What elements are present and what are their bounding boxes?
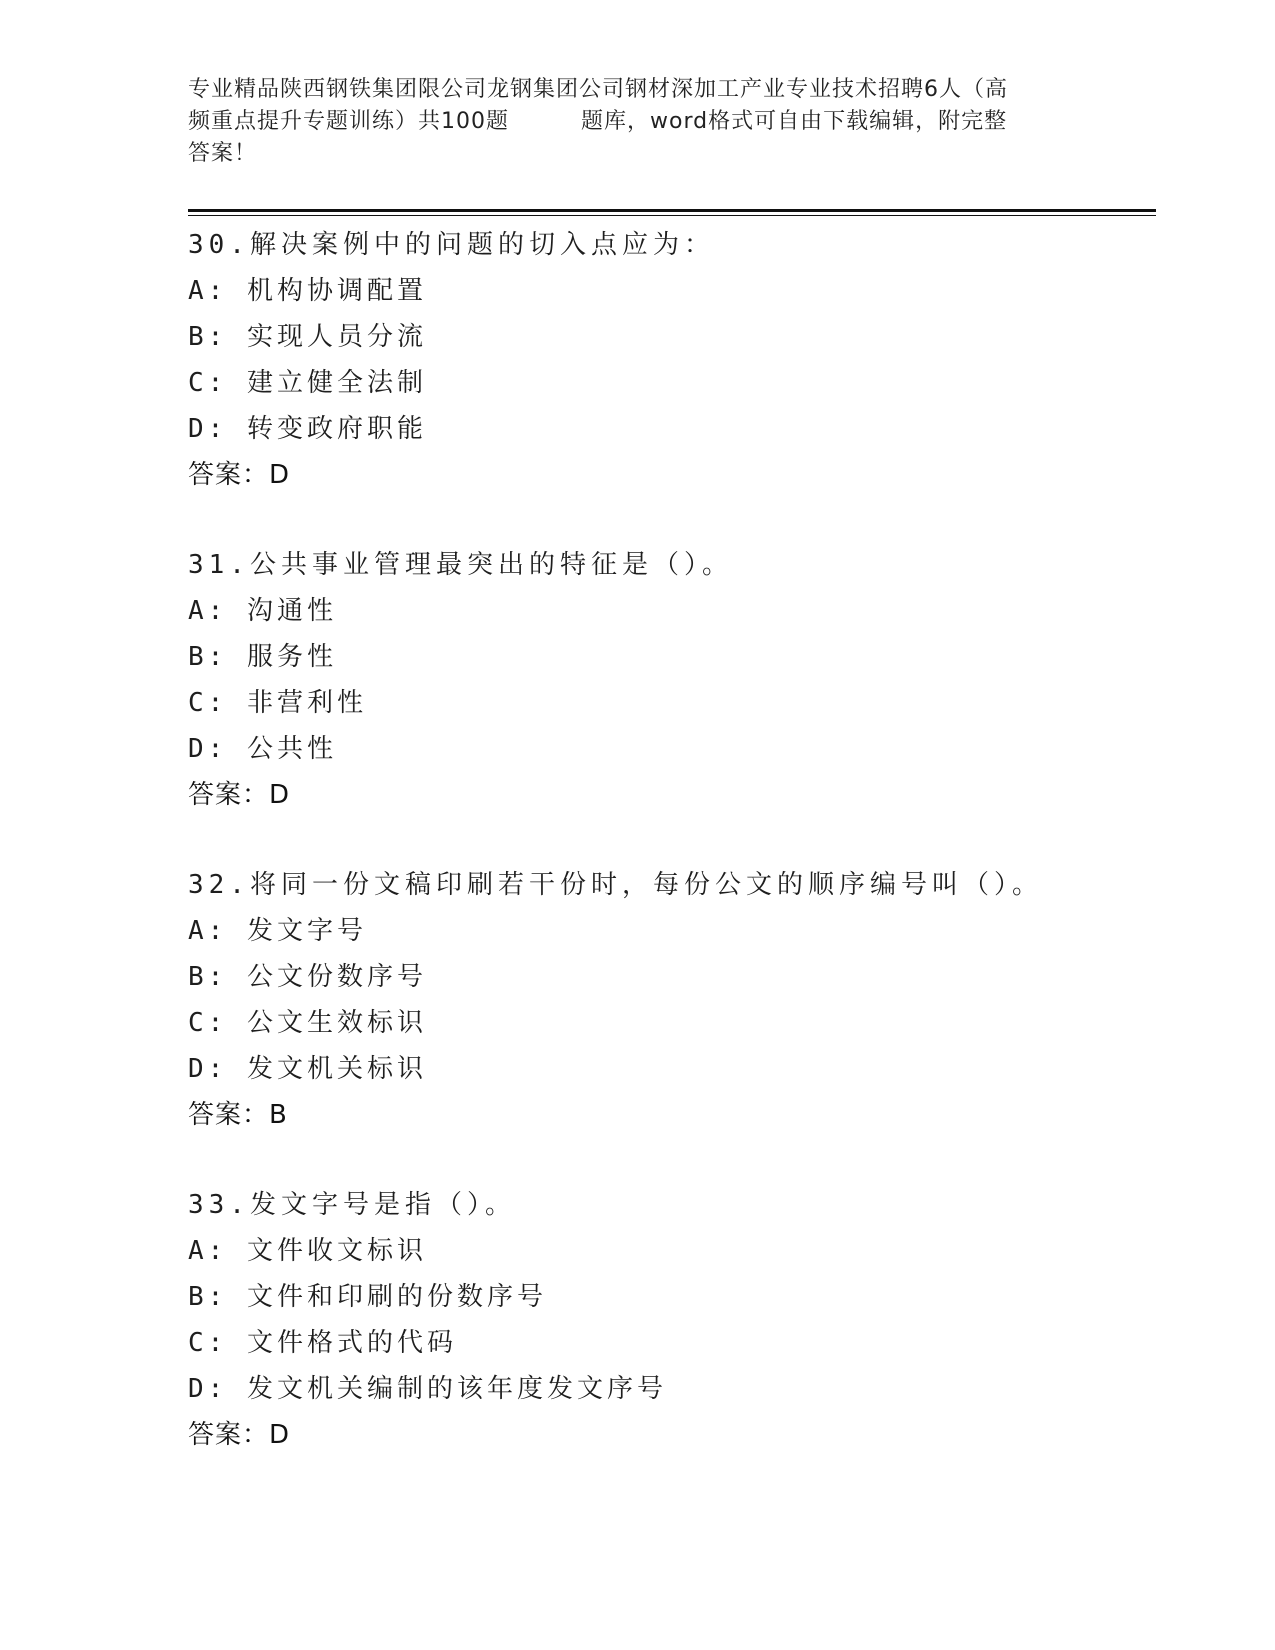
option-c: C: 公文生效标识 [188, 1008, 427, 1038]
question-32 [188, 862, 1148, 1182]
header-divider-thin [188, 215, 1156, 216]
option-d: D: 发文机关编制的该年度发文序号 [188, 1374, 667, 1404]
question-31 [188, 542, 1148, 862]
document-header [188, 74, 1088, 170]
header-divider-thick [188, 209, 1156, 212]
option-c: C: 建立健全法制 [188, 368, 427, 398]
header-line-2-part-1: 频重点提升专题训练）共100题 [188, 109, 509, 134]
question-stem: 31.公共事业管理最突出的特征是（）。 [188, 550, 733, 580]
option-d: D: 公共性 [188, 734, 337, 764]
question-list [188, 222, 1148, 1502]
option-a: A: 文件收文标识 [188, 1236, 427, 1266]
header-line-3: 答案！ [188, 141, 258, 166]
option-a: A: 机构协调配置 [188, 276, 427, 306]
answer-line: 答案：D [188, 780, 291, 810]
option-c: C: 文件格式的代码 [188, 1328, 457, 1358]
option-b: B: 服务性 [188, 642, 337, 672]
option-d: D: 转变政府职能 [188, 414, 427, 444]
header-line-2-part-2: 题库，word格式可自由下载编辑，附完整 [581, 109, 1008, 134]
option-d: D: 发文机关标识 [188, 1054, 427, 1084]
option-a: A: 沟通性 [188, 596, 337, 626]
answer-line: 答案：D [188, 1420, 291, 1450]
option-a: A: 发文字号 [188, 916, 367, 946]
question-30 [188, 222, 1148, 542]
option-c: C: 非营利性 [188, 688, 367, 718]
option-b: B: 实现人员分流 [188, 322, 427, 352]
question-stem: 32.将同一份文稿印刷若干份时，每份公文的顺序编号叫（）。 [188, 870, 1043, 900]
question-stem: 30.解决案例中的问题的切入点应为： [188, 230, 715, 260]
option-b: B: 公文份数序号 [188, 962, 427, 992]
answer-line: 答案：D [188, 460, 291, 490]
option-b: B: 文件和印刷的份数序号 [188, 1282, 547, 1312]
question-stem: 33.发文字号是指（）。 [188, 1190, 516, 1220]
header-line-2 [188, 106, 1088, 138]
header-line-1: 专业精品陕西钢铁集团限公司龙钢集团公司钢材深加工产业专业技术招聘6人（高 [188, 77, 1008, 102]
question-33 [188, 1182, 1148, 1502]
answer-line: 答案：B [188, 1100, 288, 1130]
